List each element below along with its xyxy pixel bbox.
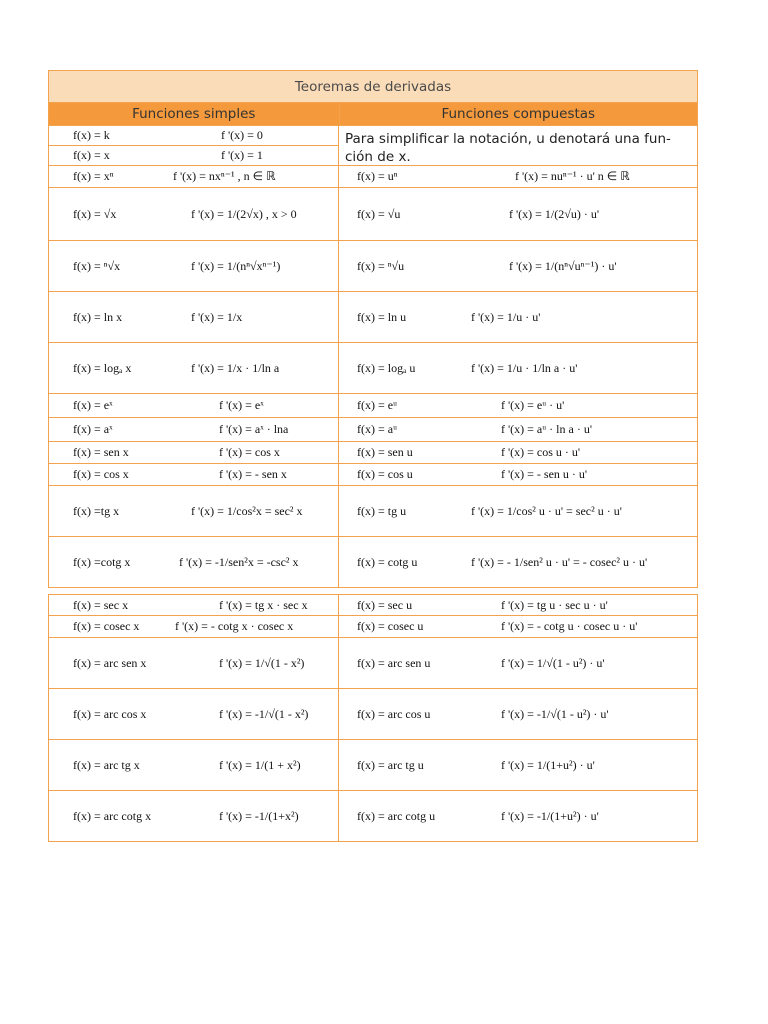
function-expression: f(x) = arc sen x: [73, 655, 147, 670]
table-body: [48, 126, 698, 842]
table-title: Teoremas de derivadas: [48, 70, 698, 103]
simple-function-cell: [49, 689, 339, 739]
composite-function-cell: [339, 638, 697, 688]
simple-function-cell: [49, 241, 339, 291]
derivative-expression: f '(x) = eˣ: [219, 398, 264, 412]
composite-derivative-expression: f '(x) = 1/(2√u) · u': [509, 206, 599, 221]
function-expression: f(x) = arc tg x: [73, 757, 140, 772]
derivative-expression: f '(x) = 1/x · 1/ln a: [191, 360, 280, 375]
derivative-expression: f '(x) = - cotg x · cosec x: [175, 619, 294, 633]
composite-function-expression: f(x) = sec u: [357, 597, 413, 612]
table-row: [48, 292, 698, 343]
header-composite-functions: Funciones compuestas: [441, 106, 596, 122]
table-row: [48, 616, 698, 638]
composite-function-expression: f(x) = arc sen u: [357, 655, 431, 670]
function-expression: f(x) = sec x: [73, 597, 129, 612]
derivative-expression: f '(x) = - sen x: [219, 467, 287, 481]
header-simple-functions: Funciones simples: [49, 103, 340, 125]
function-expression: f(x) = cos x: [73, 467, 129, 481]
derivative-expression: f '(x) = 1/(2√x) , x > 0: [191, 206, 297, 221]
table-row: [48, 638, 698, 689]
composite-derivative-expression: f '(x) = 1/(1+u²) · u': [501, 757, 595, 772]
table-header: [48, 103, 698, 126]
function-expression: f(x) = sen x: [73, 445, 129, 459]
composite-function-expression: f(x) = eᵘ: [357, 398, 398, 412]
derivative-expression: f '(x) = tg x · sec x: [219, 597, 308, 612]
composite-derivative-expression: f '(x) = eᵘ · u': [501, 398, 565, 412]
table-row: [48, 689, 698, 740]
simple-function-cell: [49, 394, 339, 417]
simple-function-cell: [49, 166, 339, 187]
composite-function-cell: [339, 418, 697, 441]
composite-function-cell: [339, 241, 697, 291]
table-row: [48, 442, 698, 464]
derivatives-table: [48, 70, 698, 842]
table-row: [48, 537, 698, 588]
table-row: [48, 166, 698, 188]
function-expression: f(x) = x: [73, 148, 110, 162]
composite-derivative-expression: f '(x) = cos u · u': [501, 445, 581, 459]
composite-function-cell: [339, 740, 697, 790]
composite-derivative-expression: f '(x) = nuⁿ⁻¹ · u' n ∈ ℝ: [515, 169, 630, 183]
composite-function-cell: [339, 464, 697, 485]
derivative-expression: f '(x) = 1/√(1 - x²): [219, 655, 305, 670]
composite-derivative-expression: f '(x) = 1/cos² u · u' = sec² u · u': [471, 503, 622, 518]
composite-derivative-expression: f '(x) = aᵘ · ln a · u': [501, 422, 592, 436]
function-expression: f(x) = ln x: [73, 309, 123, 324]
composite-function-cell: [339, 343, 697, 393]
composite-derivative-expression: f '(x) = - cotg u · cosec u · u': [501, 619, 638, 633]
composite-function-expression: f(x) = logₐ u: [357, 360, 416, 375]
composite-function-expression: f(x) = cotg u: [357, 554, 418, 569]
derivative-expression: f '(x) = 0: [221, 128, 263, 142]
composite-function-expression: f(x) = √u: [357, 206, 401, 221]
function-expression: f(x) = cosec x: [73, 619, 140, 633]
simple-function-cell: [49, 537, 339, 587]
composite-derivative-expression: f '(x) = - sen u · u': [501, 467, 588, 481]
composite-function-cell: [339, 166, 697, 187]
composite-function-cell: [339, 616, 697, 637]
simple-function-cell: [49, 616, 339, 637]
simple-function-cell: [49, 486, 339, 536]
composite-derivative-expression: f '(x) = tg u · sec u · u': [501, 597, 608, 612]
simple-function-cell: [49, 126, 339, 145]
table-row: [48, 188, 698, 241]
composite-function-expression: f(x) = sen u: [357, 445, 413, 459]
composite-function-cell: [339, 442, 697, 463]
notation-note: Para simplificar la notación, u denotará una fun- ción de x.: [339, 126, 697, 166]
derivative-expression: f '(x) = 1: [221, 148, 263, 162]
composite-function-expression: f(x) = ln u: [357, 309, 407, 324]
simple-function-cell: [49, 418, 339, 441]
function-expression: f(x) = arc cotg x: [73, 808, 152, 823]
simple-function-cell: [49, 595, 339, 615]
simple-function-cell: [49, 188, 339, 240]
table-row: [48, 241, 698, 292]
composite-function-cell: [339, 292, 697, 342]
composite-function-cell: [339, 394, 697, 417]
derivative-expression: f '(x) = 1/x: [191, 309, 243, 324]
derivative-expression: f '(x) = 1/cos²x = sec² x: [191, 503, 303, 518]
simple-function-cell: [49, 442, 339, 463]
composite-function-cell: [339, 486, 697, 536]
composite-function-expression: f(x) = uⁿ: [357, 169, 398, 183]
table-row: [48, 343, 698, 394]
composite-derivative-expression: f '(x) = 1/u · 1/ln a · u': [471, 360, 578, 375]
derivative-expression: f '(x) = aˣ · lna: [219, 422, 289, 436]
composite-function-expression: f(x) = cos u: [357, 467, 413, 481]
composite-function-cell: [339, 188, 697, 240]
table-row: [48, 394, 698, 418]
simple-function-cell: [49, 146, 339, 165]
derivative-expression: f '(x) = nxⁿ⁻¹ , n ∈ ℝ: [173, 169, 276, 183]
function-expression: f(x) = xⁿ: [73, 169, 114, 183]
derivative-expression: f '(x) = cos x: [219, 445, 280, 459]
derivative-expression: f '(x) = -1/sen²x = -csc² x: [179, 554, 299, 569]
composite-function-cell: [339, 791, 697, 841]
derivative-expression: f '(x) = 1/(1 + x²): [219, 757, 301, 772]
composite-function-expression: f(x) = aᵘ: [357, 422, 398, 436]
composite-derivative-expression: f '(x) = 1/u · u': [471, 309, 541, 324]
table-row: [48, 464, 698, 486]
simple-function-cell: [49, 638, 339, 688]
table-row: [48, 740, 698, 791]
composite-function-expression: f(x) = cosec u: [357, 619, 424, 633]
composite-function-expression: f(x) = arc cos u: [357, 706, 431, 721]
function-expression: f(x) = arc cos x: [73, 706, 147, 721]
composite-derivative-expression: f '(x) = 1/√(1 - u²) · u': [501, 655, 605, 670]
composite-function-cell: [339, 595, 697, 615]
function-expression: f(x) =tg x: [73, 503, 120, 518]
composite-function-expression: f(x) = tg u: [357, 503, 407, 518]
table-row: [48, 486, 698, 537]
composite-derivative-expression: f '(x) = -1/(1+u²) · u': [501, 808, 599, 823]
table-row: [48, 418, 698, 442]
composite-function-expression: f(x) = ⁿ√u: [357, 258, 405, 273]
function-expression: f(x) = logₐ x: [73, 360, 132, 375]
composite-function-cell: [339, 537, 697, 587]
composite-derivative-expression: f '(x) = 1/(nⁿ√uⁿ⁻¹) · u': [509, 258, 617, 273]
table-row: [48, 594, 698, 616]
derivative-expression: f '(x) = 1/(nⁿ√xⁿ⁻¹): [191, 258, 281, 273]
derivative-expression: f '(x) = -1/(1+x²): [219, 808, 299, 823]
simple-function-cell: [49, 292, 339, 342]
function-expression: f(x) = k: [73, 128, 110, 142]
simple-function-cell: [49, 343, 339, 393]
derivative-expression: f '(x) = -1/√(1 - x²): [219, 706, 309, 721]
simple-function-cell: [49, 791, 339, 841]
composite-function-expression: f(x) = arc cotg u: [357, 808, 436, 823]
composite-function-cell: [339, 689, 697, 739]
simple-function-cell: [49, 464, 339, 485]
function-expression: f(x) = eˣ: [73, 398, 113, 412]
composite-derivative-expression: f '(x) = - 1/sen² u · u' = - cosec² u · u': [471, 554, 648, 569]
simple-function-cell: [49, 740, 339, 790]
function-expression: f(x) = ⁿ√x: [73, 258, 121, 273]
function-expression: f(x) = √x: [73, 206, 117, 221]
composite-function-expression: f(x) = arc tg u: [357, 757, 424, 772]
composite-derivative-expression: f '(x) = -1/√(1 - u²) · u': [501, 706, 609, 721]
function-expression: f(x) =cotg x: [73, 554, 131, 569]
function-expression: f(x) = aˣ: [73, 422, 113, 436]
table-row: [48, 791, 698, 842]
